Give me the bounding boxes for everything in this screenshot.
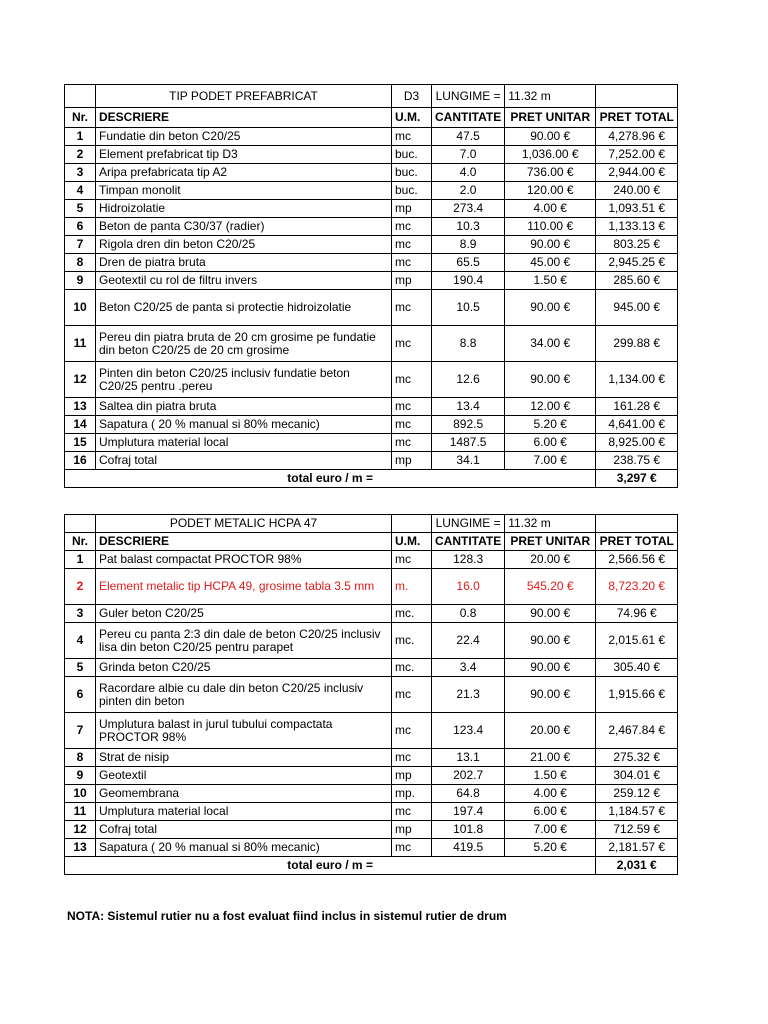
lungime-value: 11.32 m bbox=[505, 515, 596, 533]
row-pret-total: 305.40 € bbox=[596, 659, 678, 677]
row-cantitate: 190.4 bbox=[432, 272, 505, 290]
row-nr: 6 bbox=[65, 218, 96, 236]
row-nr: 3 bbox=[65, 605, 96, 623]
row-um: mc bbox=[392, 398, 432, 416]
row-nr: 13 bbox=[65, 398, 96, 416]
header-pret-unitar: PRET UNITAR bbox=[505, 533, 596, 551]
row-pret-unitar: 736.00 € bbox=[505, 164, 596, 182]
row-cantitate: 3.4 bbox=[432, 659, 505, 677]
table-row bbox=[65, 254, 678, 272]
header-um: U.M. bbox=[392, 533, 432, 551]
row-cantitate: 10.3 bbox=[432, 218, 505, 236]
row-um: mc bbox=[392, 677, 432, 713]
row-nr: 15 bbox=[65, 434, 96, 452]
row-cantitate: 273.4 bbox=[432, 200, 505, 218]
row-nr: 10 bbox=[65, 290, 96, 326]
table-row bbox=[65, 362, 678, 398]
row-um: mp bbox=[392, 200, 432, 218]
row-um: m. bbox=[392, 569, 432, 605]
row-description: Dren de piatra bruta bbox=[96, 254, 392, 272]
row-description: Pereu din piatra bruta de 20 cm grosime pe fundatie din beton C20/25 de 20 cm grosime bbox=[96, 326, 392, 362]
table-row bbox=[65, 677, 678, 713]
table-row bbox=[65, 785, 678, 803]
row-pret-total: 2,566.56 € bbox=[596, 551, 678, 569]
header-nr: Nr. bbox=[65, 533, 96, 551]
row-um: mp bbox=[392, 767, 432, 785]
row-nr: 8 bbox=[65, 254, 96, 272]
row-nr: 11 bbox=[65, 803, 96, 821]
row-description: Fundatie din beton C20/25 bbox=[96, 128, 392, 146]
row-description: Cofraj total bbox=[96, 452, 392, 470]
table-row bbox=[65, 200, 678, 218]
row-pret-total: 803.25 € bbox=[596, 236, 678, 254]
table-row bbox=[65, 767, 678, 785]
table-row bbox=[65, 659, 678, 677]
row-pret-unitar: 45.00 € bbox=[505, 254, 596, 272]
row-pret-unitar: 6.00 € bbox=[505, 434, 596, 452]
header-row bbox=[65, 533, 678, 551]
row-pret-unitar: 12.00 € bbox=[505, 398, 596, 416]
row-pret-unitar: 545.20 € bbox=[505, 569, 596, 605]
row-pret-total: 4,641.00 € bbox=[596, 416, 678, 434]
row-description: Racordare albie cu dale din beton C20/25 inclusiv pinten din beton bbox=[96, 677, 392, 713]
table-row bbox=[65, 713, 678, 749]
row-um: mc. bbox=[392, 623, 432, 659]
row-cantitate: 64.8 bbox=[432, 785, 505, 803]
table-row bbox=[65, 326, 678, 362]
row-pret-total: 2,467.84 € bbox=[596, 713, 678, 749]
row-nr: 9 bbox=[65, 272, 96, 290]
row-um: mc bbox=[392, 362, 432, 398]
table-row bbox=[65, 839, 678, 857]
total-row bbox=[65, 470, 678, 488]
total-value: 3,297 € bbox=[596, 470, 678, 488]
row-nr: 14 bbox=[65, 416, 96, 434]
row-nr: 7 bbox=[65, 713, 96, 749]
table-row bbox=[65, 128, 678, 146]
header-pret-total: PRET TOTAL bbox=[596, 108, 678, 128]
table-row bbox=[65, 398, 678, 416]
row-description: Sapatura ( 20 % manual si 80% mecanic) bbox=[96, 839, 392, 857]
row-description: Pat balast compactat PROCTOR 98% bbox=[96, 551, 392, 569]
header-descriere: DESCRIERE bbox=[96, 533, 392, 551]
row-cantitate: 1487.5 bbox=[432, 434, 505, 452]
row-pret-unitar: 1,036.00 € bbox=[505, 146, 596, 164]
row-um: buc. bbox=[392, 146, 432, 164]
table-row bbox=[65, 146, 678, 164]
row-um: mp bbox=[392, 821, 432, 839]
row-nr: 9 bbox=[65, 767, 96, 785]
row-cantitate: 47.5 bbox=[432, 128, 505, 146]
row-pret-total: 4,278.96 € bbox=[596, 128, 678, 146]
row-description: Umplutura material local bbox=[96, 803, 392, 821]
row-um: mc bbox=[392, 551, 432, 569]
lungime-value: 11.32 m bbox=[505, 85, 596, 108]
row-um: mc bbox=[392, 749, 432, 767]
row-description: Geotextil bbox=[96, 767, 392, 785]
row-description: Guler beton C20/25 bbox=[96, 605, 392, 623]
row-um: mc bbox=[392, 290, 432, 326]
row-pret-unitar: 20.00 € bbox=[505, 713, 596, 749]
row-nr: 1 bbox=[65, 128, 96, 146]
row-um: mc bbox=[392, 416, 432, 434]
row-pret-unitar: 90.00 € bbox=[505, 236, 596, 254]
row-um: mc. bbox=[392, 659, 432, 677]
header-pret-unitar: PRET UNITAR bbox=[505, 108, 596, 128]
header-descriere: DESCRIERE bbox=[96, 108, 392, 128]
row-pret-total: 712.59 € bbox=[596, 821, 678, 839]
row-description: Strat de nisip bbox=[96, 749, 392, 767]
row-pret-total: 1,134.00 € bbox=[596, 362, 678, 398]
row-pret-unitar: 1.50 € bbox=[505, 767, 596, 785]
row-cantitate: 8.9 bbox=[432, 236, 505, 254]
table-row bbox=[65, 605, 678, 623]
row-pret-unitar: 20.00 € bbox=[505, 551, 596, 569]
row-cantitate: 7.0 bbox=[432, 146, 505, 164]
row-pret-total: 2,015.61 € bbox=[596, 623, 678, 659]
header-pret-total: PRET TOTAL bbox=[596, 533, 678, 551]
row-pret-unitar: 34.00 € bbox=[505, 326, 596, 362]
row-um: mc bbox=[392, 326, 432, 362]
row-cantitate: 21.3 bbox=[432, 677, 505, 713]
row-description: Grinda beton C20/25 bbox=[96, 659, 392, 677]
row-nr: 13 bbox=[65, 839, 96, 857]
row-nr: 6 bbox=[65, 677, 96, 713]
row-description: Beton de panta C30/37 (radier) bbox=[96, 218, 392, 236]
row-description: Aripa prefabricata tip A2 bbox=[96, 164, 392, 182]
row-pret-total: 945.00 € bbox=[596, 290, 678, 326]
row-description: Saltea din piatra bruta bbox=[96, 398, 392, 416]
row-um: mc bbox=[392, 254, 432, 272]
row-description: Umplutura balast in jurul tubului compactata PROCTOR 98% bbox=[96, 713, 392, 749]
row-pret-total: 299.88 € bbox=[596, 326, 678, 362]
table-row bbox=[65, 803, 678, 821]
row-description: Umplutura material local bbox=[96, 434, 392, 452]
row-description: Geotextil cu rol de filtru invers bbox=[96, 272, 392, 290]
table-row bbox=[65, 236, 678, 254]
table-row bbox=[65, 164, 678, 182]
header-cantitate: CANTITATE bbox=[432, 108, 505, 128]
row-pret-unitar: 4.00 € bbox=[505, 785, 596, 803]
table-row bbox=[65, 452, 678, 470]
row-um: mc bbox=[392, 434, 432, 452]
row-pret-unitar: 90.00 € bbox=[505, 677, 596, 713]
row-description: Beton C20/25 de panta si protectie hidroizolatie bbox=[96, 290, 392, 326]
header-nr: Nr. bbox=[65, 108, 96, 128]
row-cantitate: 0.8 bbox=[432, 605, 505, 623]
title-row bbox=[65, 85, 678, 108]
lungime-label: LUNGIME = bbox=[432, 515, 505, 533]
row-cantitate: 65.5 bbox=[432, 254, 505, 272]
row-nr: 5 bbox=[65, 659, 96, 677]
row-pret-total: 238.75 € bbox=[596, 452, 678, 470]
table-row bbox=[65, 434, 678, 452]
row-pret-total: 1,915.66 € bbox=[596, 677, 678, 713]
row-pret-total: 74.96 € bbox=[596, 605, 678, 623]
row-pret-unitar: 90.00 € bbox=[505, 659, 596, 677]
table-row bbox=[65, 821, 678, 839]
row-nr: 8 bbox=[65, 749, 96, 767]
row-pret-total: 304.01 € bbox=[596, 767, 678, 785]
header-row bbox=[65, 108, 678, 128]
row-nr: 3 bbox=[65, 164, 96, 182]
row-um: buc. bbox=[392, 182, 432, 200]
total-label: total euro / m = bbox=[65, 470, 596, 488]
row-cantitate: 101.8 bbox=[432, 821, 505, 839]
row-pret-unitar: 90.00 € bbox=[505, 128, 596, 146]
row-pret-unitar: 7.00 € bbox=[505, 821, 596, 839]
row-pret-total: 1,133.13 € bbox=[596, 218, 678, 236]
table-row bbox=[65, 182, 678, 200]
row-pret-unitar: 1.50 € bbox=[505, 272, 596, 290]
row-pret-total: 1,184.57 € bbox=[596, 803, 678, 821]
row-pret-total: 161.28 € bbox=[596, 398, 678, 416]
row-description: Pereu cu panta 2:3 din dale de beton C20/25 inclusiv lisa din beton C20/25 pentru parapet bbox=[96, 623, 392, 659]
row-description: Hidroizolatie bbox=[96, 200, 392, 218]
row-description: Element prefabricat tip D3 bbox=[96, 146, 392, 164]
lungime-label: LUNGIME = bbox=[432, 85, 505, 108]
row-cantitate: 34.1 bbox=[432, 452, 505, 470]
row-um: mc bbox=[392, 128, 432, 146]
row-pret-unitar: 90.00 € bbox=[505, 623, 596, 659]
total-value: 2,031 € bbox=[596, 857, 678, 875]
row-description: Geomembrana bbox=[96, 785, 392, 803]
total-row bbox=[65, 857, 678, 875]
row-um: buc. bbox=[392, 164, 432, 182]
row-um: mc bbox=[392, 713, 432, 749]
row-cantitate: 10.5 bbox=[432, 290, 505, 326]
row-cantitate: 13.4 bbox=[432, 398, 505, 416]
row-cantitate: 2.0 bbox=[432, 182, 505, 200]
row-cantitate: 22.4 bbox=[432, 623, 505, 659]
row-nr: 12 bbox=[65, 362, 96, 398]
row-nr: 5 bbox=[65, 200, 96, 218]
row-pret-unitar: 21.00 € bbox=[505, 749, 596, 767]
row-cantitate: 123.4 bbox=[432, 713, 505, 749]
row-nr: 16 bbox=[65, 452, 96, 470]
row-cantitate: 8.8 bbox=[432, 326, 505, 362]
row-cantitate: 12.6 bbox=[432, 362, 505, 398]
row-description: Pinten din beton C20/25 inclusiv fundatie beton C20/25 pentru .pereu bbox=[96, 362, 392, 398]
row-um: mc bbox=[392, 236, 432, 254]
table-row bbox=[65, 569, 678, 605]
row-description: Cofraj total bbox=[96, 821, 392, 839]
row-pret-total: 275.32 € bbox=[596, 749, 678, 767]
row-pret-unitar: 6.00 € bbox=[505, 803, 596, 821]
row-description: Sapatura ( 20 % manual si 80% mecanic) bbox=[96, 416, 392, 434]
row-pret-total: 240.00 € bbox=[596, 182, 678, 200]
row-pret-unitar: 4.00 € bbox=[505, 200, 596, 218]
row-nr: 11 bbox=[65, 326, 96, 362]
table-row bbox=[65, 218, 678, 236]
table-row bbox=[65, 272, 678, 290]
table-title: TIP PODET PREFABRICAT bbox=[96, 85, 392, 108]
row-nr: 12 bbox=[65, 821, 96, 839]
row-nr: 1 bbox=[65, 551, 96, 569]
row-description: Element metalic tip HCPA 49, grosime tabla 3.5 mm bbox=[96, 569, 392, 605]
row-pret-total: 2,944.00 € bbox=[596, 164, 678, 182]
row-pret-total: 285.60 € bbox=[596, 272, 678, 290]
row-nr: 2 bbox=[65, 569, 96, 605]
row-pret-total: 8,723.20 € bbox=[596, 569, 678, 605]
row-pret-unitar: 110.00 € bbox=[505, 218, 596, 236]
row-pret-unitar: 5.20 € bbox=[505, 839, 596, 857]
table-row bbox=[65, 749, 678, 767]
row-nr: 2 bbox=[65, 146, 96, 164]
row-pret-unitar: 7.00 € bbox=[505, 452, 596, 470]
row-cantitate: 13.1 bbox=[432, 749, 505, 767]
row-description: Timpan monolit bbox=[96, 182, 392, 200]
nota-text: NOTA: Sistemul rutier nu a fost evaluat fiind inclus in sistemul rutier de drum bbox=[67, 909, 507, 923]
row-cantitate: 128.3 bbox=[432, 551, 505, 569]
row-pret-total: 259.12 € bbox=[596, 785, 678, 803]
row-um: mc bbox=[392, 218, 432, 236]
row-cantitate: 892.5 bbox=[432, 416, 505, 434]
row-um: mc bbox=[392, 839, 432, 857]
row-cantitate: 197.4 bbox=[432, 803, 505, 821]
table-title: PODET METALIC HCPA 47 bbox=[96, 515, 392, 533]
row-um: mc. bbox=[392, 605, 432, 623]
podet-code: D3 bbox=[392, 85, 432, 108]
title-row bbox=[65, 515, 678, 533]
row-pret-total: 7,252.00 € bbox=[596, 146, 678, 164]
row-um: mp. bbox=[392, 785, 432, 803]
row-pret-total: 1,093.51 € bbox=[596, 200, 678, 218]
table-row bbox=[65, 416, 678, 434]
row-cantitate: 16.0 bbox=[432, 569, 505, 605]
row-pret-unitar: 120.00 € bbox=[505, 182, 596, 200]
row-cantitate: 202.7 bbox=[432, 767, 505, 785]
row-nr: 4 bbox=[65, 182, 96, 200]
row-description: Rigola dren din beton C20/25 bbox=[96, 236, 392, 254]
row-pret-unitar: 90.00 € bbox=[505, 605, 596, 623]
header-um: U.M. bbox=[392, 108, 432, 128]
row-um: mc bbox=[392, 803, 432, 821]
header-cantitate: CANTITATE bbox=[432, 533, 505, 551]
row-cantitate: 419.5 bbox=[432, 839, 505, 857]
table-row bbox=[65, 290, 678, 326]
table-podet-prefabricat bbox=[64, 84, 678, 488]
row-pret-total: 2,945.25 € bbox=[596, 254, 678, 272]
row-pret-total: 2,181.57 € bbox=[596, 839, 678, 857]
row-nr: 10 bbox=[65, 785, 96, 803]
row-nr: 4 bbox=[65, 623, 96, 659]
table-row bbox=[65, 623, 678, 659]
row-nr: 7 bbox=[65, 236, 96, 254]
total-label: total euro / m = bbox=[65, 857, 596, 875]
row-pret-unitar: 90.00 € bbox=[505, 290, 596, 326]
table-row bbox=[65, 551, 678, 569]
row-cantitate: 4.0 bbox=[432, 164, 505, 182]
row-pret-total: 8,925.00 € bbox=[596, 434, 678, 452]
row-pret-unitar: 90.00 € bbox=[505, 362, 596, 398]
row-pret-unitar: 5.20 € bbox=[505, 416, 596, 434]
row-um: mp bbox=[392, 452, 432, 470]
row-um: mp bbox=[392, 272, 432, 290]
table-podet-metalic bbox=[64, 514, 678, 875]
